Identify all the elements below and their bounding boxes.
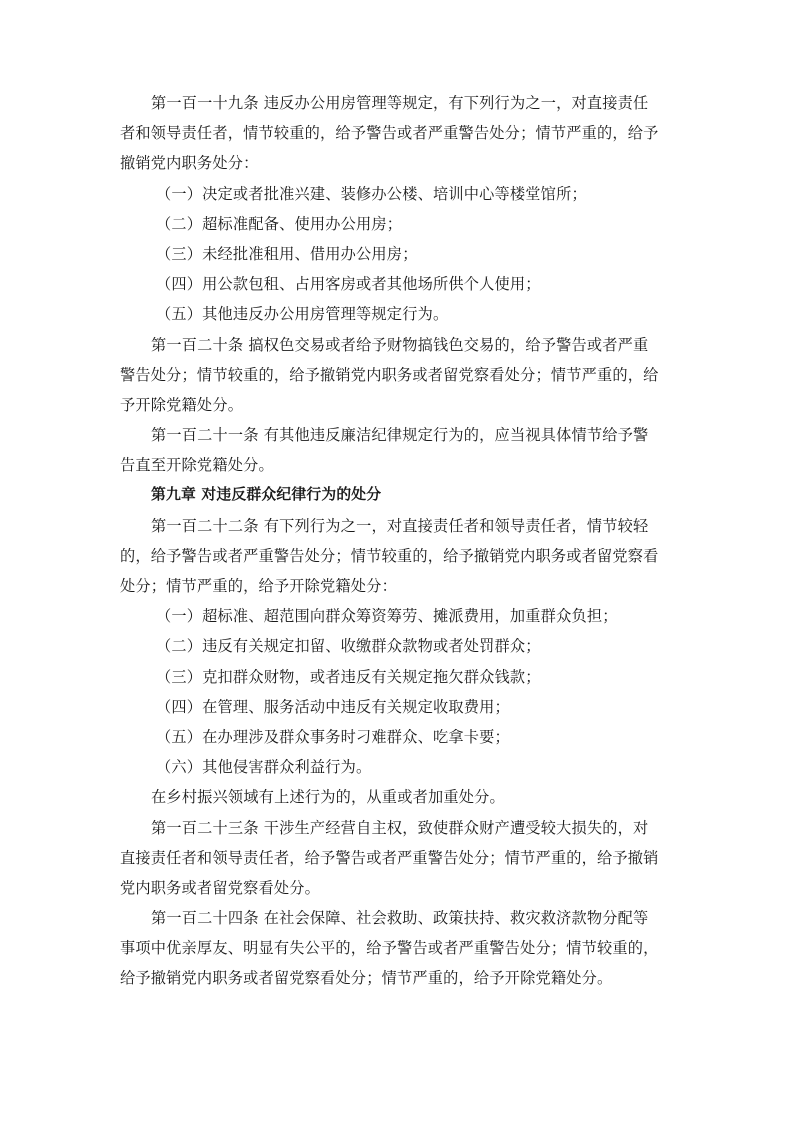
article-119-item-1: （一）决定或者批准兴建、装修办公楼、培训中心等楼堂馆所；: [156, 184, 587, 203]
article-124-line-1: 第一百二十四条 在社会保障、社会救助、政策扶持、救灾救济款物分配等: [151, 909, 649, 928]
article-119-line-1: 第一百一十九条 违反办公用房管理等规定，有下列行为之一，对直接责任: [151, 94, 649, 112]
article-123-line-3: 党内职务或者留党察看处分。: [120, 878, 321, 897]
article-119-item-5: （五）其他违反办公用房管理等规定行为。: [156, 305, 449, 324]
article-123-line-2: 直接责任者和领导责任者，给予警告或者严重警告处分；情节严重的，给予撤销: [120, 848, 659, 867]
article-122-item-2: （二）违反有关规定扣留、收缴群众款物或者处罚群众；: [156, 637, 541, 656]
article-121-line-1: 第一百二十一条 有其他违反廉洁纪律规定行为的，应当视具体情节给予警: [151, 426, 649, 445]
article-124-line-3: 给予撤销党内职务或者留党察看处分；情节严重的，给予开除党籍处分。: [120, 969, 613, 988]
article-121-line-2: 告直至开除党籍处分。: [120, 456, 274, 475]
article-119: [120, 88, 680, 330]
article-120-line-1: 第一百二十条 搞权色交易或者给予财物搞钱色交易的，给予警告或者严重: [151, 335, 649, 354]
article-120: [120, 330, 680, 421]
document-page: [120, 88, 680, 994]
article-119-item-3: （三）未经批准租用、借用办公用房；: [156, 244, 418, 263]
article-120-line-2: 警告处分；情节较重的，给予撤销党内职务或者留党察看处分；情节严重的，给: [120, 365, 659, 384]
chapter-heading: 第九章 对违反群众纪律行为的处分: [151, 486, 382, 504]
article-122-item-4: （四）在管理、服务活动中违反有关规定收取费用；: [156, 697, 510, 716]
article-119-line-2: 者和领导责任者，情节较重的，给予警告或者严重警告处分；情节严重的，给予: [120, 124, 659, 143]
article-119-item-2: （二）超标准配备、使用办公用房；: [156, 214, 403, 233]
article-119-line-3: 撤销党内职务处分：: [120, 154, 259, 173]
article-122-line-1: 第一百二十二条 有下列行为之一，对直接责任者和领导责任者，情节较轻: [151, 516, 649, 535]
article-122-item-1: （一）超标准、超范围向群众筹资筹劳、摊派费用，加重群众负担；: [156, 607, 618, 626]
article-123-line-1: 第一百二十三条 干涉生产经营自主权，致使群众财产遭受较大损失的，对: [151, 818, 649, 837]
article-124: [120, 903, 680, 994]
article-122-line-2: 的，给予警告或者严重警告处分；情节较重的，给予撤销党内职务或者留党察看: [120, 546, 659, 565]
article-119-item-4: （四）用公款包租、占用客房或者其他场所供个人使用；: [156, 275, 541, 294]
article-122-item-3: （三）克扣群众财物，或者违反有关规定拖欠群众钱款；: [156, 667, 541, 686]
article-122-tail: 在乡村振兴领域有上述行为的，从重或者加重处分。: [151, 788, 505, 807]
article-122-item-6: （六）其他侵害群众利益行为。: [156, 758, 372, 777]
article-122-line-3: 处分；情节严重的，给予开除党籍处分：: [120, 577, 397, 595]
article-120-line-3: 予开除党籍处分。: [120, 395, 244, 414]
article-124-line-2: 事项中优亲厚友、明显有失公平的，给予警告或者严重警告处分；情节较重的，: [120, 939, 659, 958]
article-122: [120, 511, 680, 813]
article-122-item-5: （五）在办理涉及群众事务时刁难群众、吃拿卡要；: [156, 727, 510, 746]
article-121: [120, 420, 680, 480]
article-123: [120, 813, 680, 904]
